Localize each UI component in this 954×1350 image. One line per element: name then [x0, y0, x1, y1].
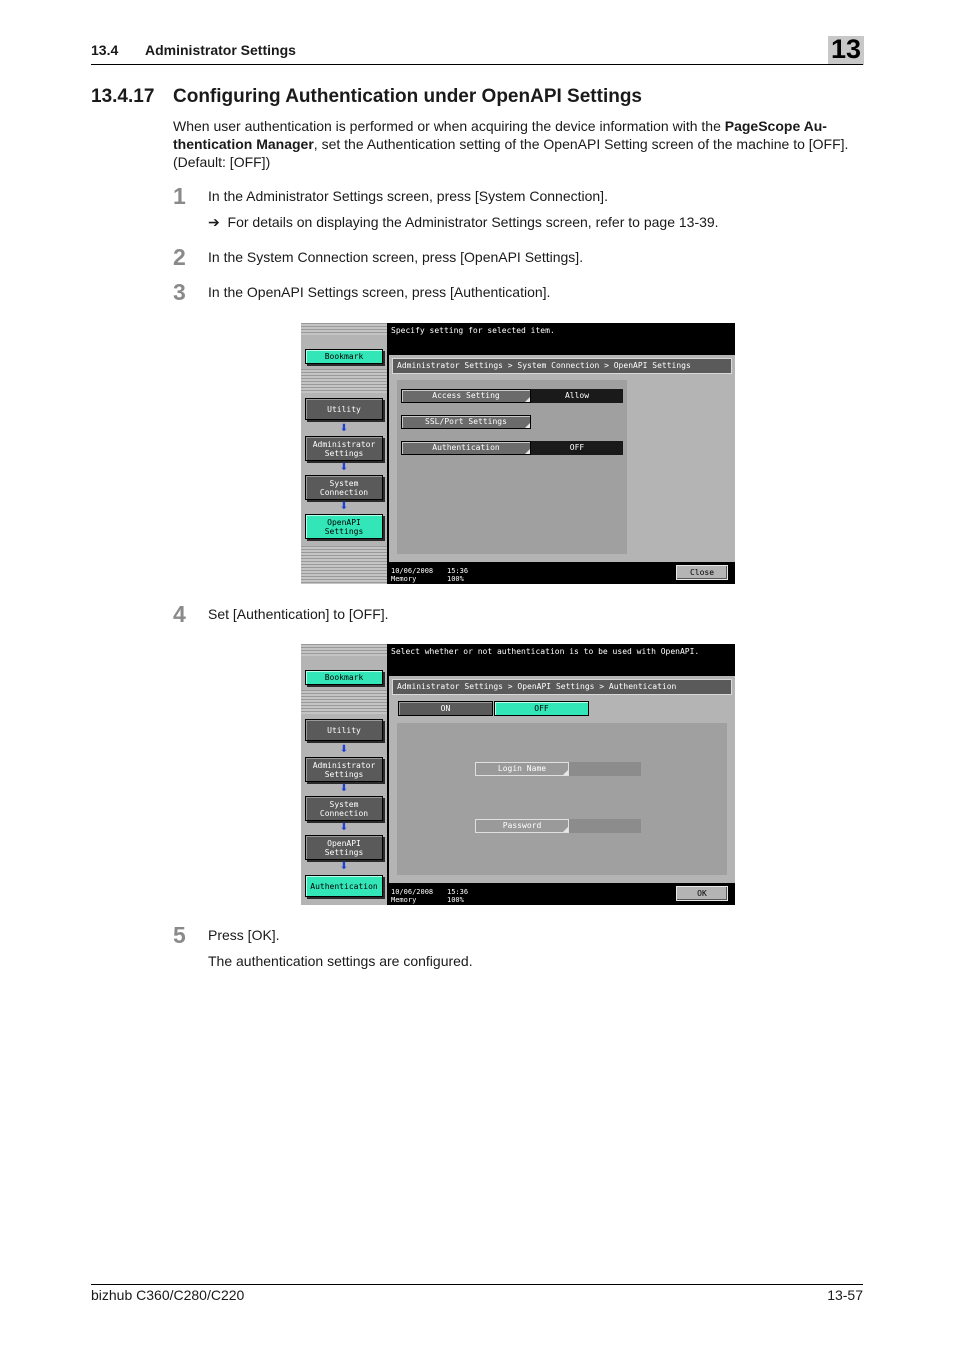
- footer-product: bizhub C360/C280/C220: [91, 1287, 245, 1303]
- authentication-label: Authentication: [432, 443, 500, 452]
- down-arrow-icon: ⬇: [339, 501, 349, 512]
- footer-rule: [91, 1284, 863, 1285]
- step-text: In the OpenAPI Settings screen, press [Authentication].: [208, 284, 551, 300]
- administrator-settings-button[interactable]: [305, 757, 383, 782]
- status-time: 15:36: [447, 888, 469, 896]
- main-panel: [389, 676, 735, 884]
- main-panel: [389, 355, 735, 563]
- admin-label-line1: Administrator: [312, 760, 376, 770]
- utility-button[interactable]: [305, 398, 383, 420]
- screen-message: Specify setting for selected item.: [391, 326, 555, 335]
- stripe-decoration: [301, 690, 387, 714]
- memory-value: 100%: [447, 896, 464, 904]
- close-button[interactable]: Close: [676, 565, 728, 580]
- memory-label: Memory: [391, 896, 417, 904]
- intro-paragraph: [173, 117, 865, 171]
- step-number: 5: [173, 922, 186, 948]
- credentials-area: [397, 723, 727, 875]
- memory-value: 100%: [447, 575, 464, 583]
- running-header: [91, 42, 296, 58]
- openapi-label: [325, 839, 364, 857]
- header-rule: [91, 64, 863, 65]
- password-button[interactable]: [475, 819, 569, 833]
- stripe-decoration: [301, 546, 387, 584]
- openapi-settings-button[interactable]: [305, 835, 383, 860]
- down-arrow-icon: ⬇: [339, 462, 349, 473]
- sys-label-line2: Connection: [319, 808, 369, 818]
- status-date: 10/06/2008: [391, 888, 434, 896]
- step-text: Press [OK].: [208, 927, 280, 943]
- screen-message: Select whether or not authentication is to be used with OpenAPI.: [391, 647, 700, 656]
- footer-page-number: 13-57: [827, 1287, 863, 1303]
- sys-label-line1: System: [329, 478, 359, 488]
- step-number: 2: [173, 244, 186, 270]
- note-arrow-icon: ➔: [208, 214, 220, 230]
- system-connection-label: [320, 479, 368, 497]
- password-label: Password: [502, 821, 542, 830]
- openapi-settings-button[interactable]: [305, 514, 383, 539]
- password-field[interactable]: [569, 819, 641, 833]
- bookmark-label: Bookmark: [324, 352, 364, 361]
- openapi-label-line1: OpenAPI: [327, 838, 361, 848]
- step-result: The authentication settings are configured.: [208, 953, 473, 969]
- ssl-port-label: SSL/Port Settings: [425, 417, 507, 426]
- system-connection-button[interactable]: [305, 796, 383, 821]
- note-text: For details on displaying the Administrator Settings screen, refer to page 13-39.: [227, 214, 719, 230]
- bookmark-button[interactable]: [305, 670, 383, 685]
- screen-breadcrumb: Administrator Settings > OpenAPI Settings > Authentication: [392, 679, 732, 695]
- admin-label-line2: Settings: [324, 769, 364, 779]
- admin-label: [313, 440, 376, 458]
- utility-label: Utility: [327, 725, 361, 735]
- title-number: 13.4.17: [91, 86, 155, 107]
- step-text: In the System Connection screen, press [OpenAPI Settings].: [208, 249, 584, 265]
- access-setting-label: Access Setting: [432, 391, 500, 400]
- system-connection-label: [320, 800, 368, 818]
- left-nav-panel: [301, 323, 387, 584]
- step-number: 4: [173, 601, 186, 627]
- authentication-button[interactable]: [401, 441, 531, 455]
- step-text: In the Administrator Settings screen, press [System Connection].: [208, 188, 608, 204]
- status-time: 15:36: [447, 567, 469, 575]
- stripe-decoration: [301, 323, 387, 335]
- intro-text-2: , set the Authentication setting of the OpenAPI Setting screen of the machine to [OFF]. (Default: [OFF]): [173, 136, 849, 170]
- login-name-button[interactable]: [475, 762, 569, 776]
- sys-label-line1: System: [329, 799, 359, 809]
- toggle-off-button[interactable]: OFF: [494, 701, 589, 716]
- chapter-number: 13: [830, 34, 862, 64]
- status-readout: [391, 567, 468, 583]
- screenshot-openapi-settings: [301, 323, 735, 584]
- authentication-nav-label: Authentication: [310, 881, 378, 891]
- title-text: Configuring Authentication under OpenAPI Settings: [173, 86, 642, 107]
- utility-button[interactable]: [305, 719, 383, 741]
- screen-breadcrumb: Administrator Settings > System Connection > OpenAPI Settings: [392, 358, 732, 374]
- settings-area: [397, 380, 627, 554]
- utility-label: Utility: [327, 404, 361, 414]
- bookmark-label: Bookmark: [324, 673, 364, 682]
- login-name-label: Login Name: [497, 764, 547, 773]
- sys-label-line2: Connection: [319, 487, 369, 497]
- openapi-label: [325, 518, 364, 536]
- screenshot-authentication: [301, 644, 735, 905]
- bookmark-button[interactable]: [305, 349, 383, 364]
- down-arrow-icon: ⬇: [339, 822, 349, 833]
- ssl-port-settings-button[interactable]: [401, 415, 531, 429]
- memory-label: Memory: [391, 575, 417, 583]
- step-number: 3: [173, 279, 186, 305]
- login-name-field[interactable]: [569, 762, 641, 776]
- stripe-decoration: [301, 644, 387, 656]
- left-nav-panel: [301, 644, 387, 905]
- down-arrow-icon: ⬇: [339, 861, 349, 872]
- intro-product-name: PageScope Au-thentication Manager: [173, 118, 827, 152]
- page-title: [91, 86, 642, 108]
- step-text: Set [Authentication] to [OFF].: [208, 606, 389, 622]
- toggle-on-button[interactable]: ON: [398, 701, 493, 716]
- authentication-nav-button[interactable]: [305, 875, 383, 897]
- ok-button[interactable]: OK: [676, 886, 728, 901]
- down-arrow-icon: ⬇: [339, 783, 349, 794]
- stripe-decoration: [301, 369, 387, 393]
- down-arrow-icon: ⬇: [339, 744, 349, 755]
- system-connection-button[interactable]: [305, 475, 383, 500]
- section-number: 13.4: [91, 42, 119, 58]
- status-date: 10/06/2008: [391, 567, 434, 575]
- access-setting-button[interactable]: [401, 389, 531, 403]
- step-note: [208, 214, 719, 231]
- screen-footer: [387, 883, 735, 905]
- openapi-label-line2: Settings: [324, 847, 364, 857]
- admin-label-line1: Administrator: [312, 439, 376, 449]
- admin-label-line2: Settings: [324, 448, 364, 458]
- down-arrow-icon: ⬇: [339, 423, 349, 434]
- authentication-value: OFF: [531, 441, 623, 455]
- step-number: 1: [173, 183, 186, 209]
- screen-footer: [387, 562, 735, 584]
- openapi-label-line1: OpenAPI: [327, 517, 361, 527]
- section-title: Administrator Settings: [145, 42, 296, 58]
- access-setting-value: Allow: [531, 389, 623, 403]
- administrator-settings-button[interactable]: [305, 436, 383, 461]
- admin-label: [313, 761, 376, 779]
- openapi-label-line2: Settings: [324, 526, 364, 536]
- intro-text-1: When user authentication is performed or when acquiring the device information with the: [173, 118, 725, 134]
- status-readout: [391, 888, 468, 904]
